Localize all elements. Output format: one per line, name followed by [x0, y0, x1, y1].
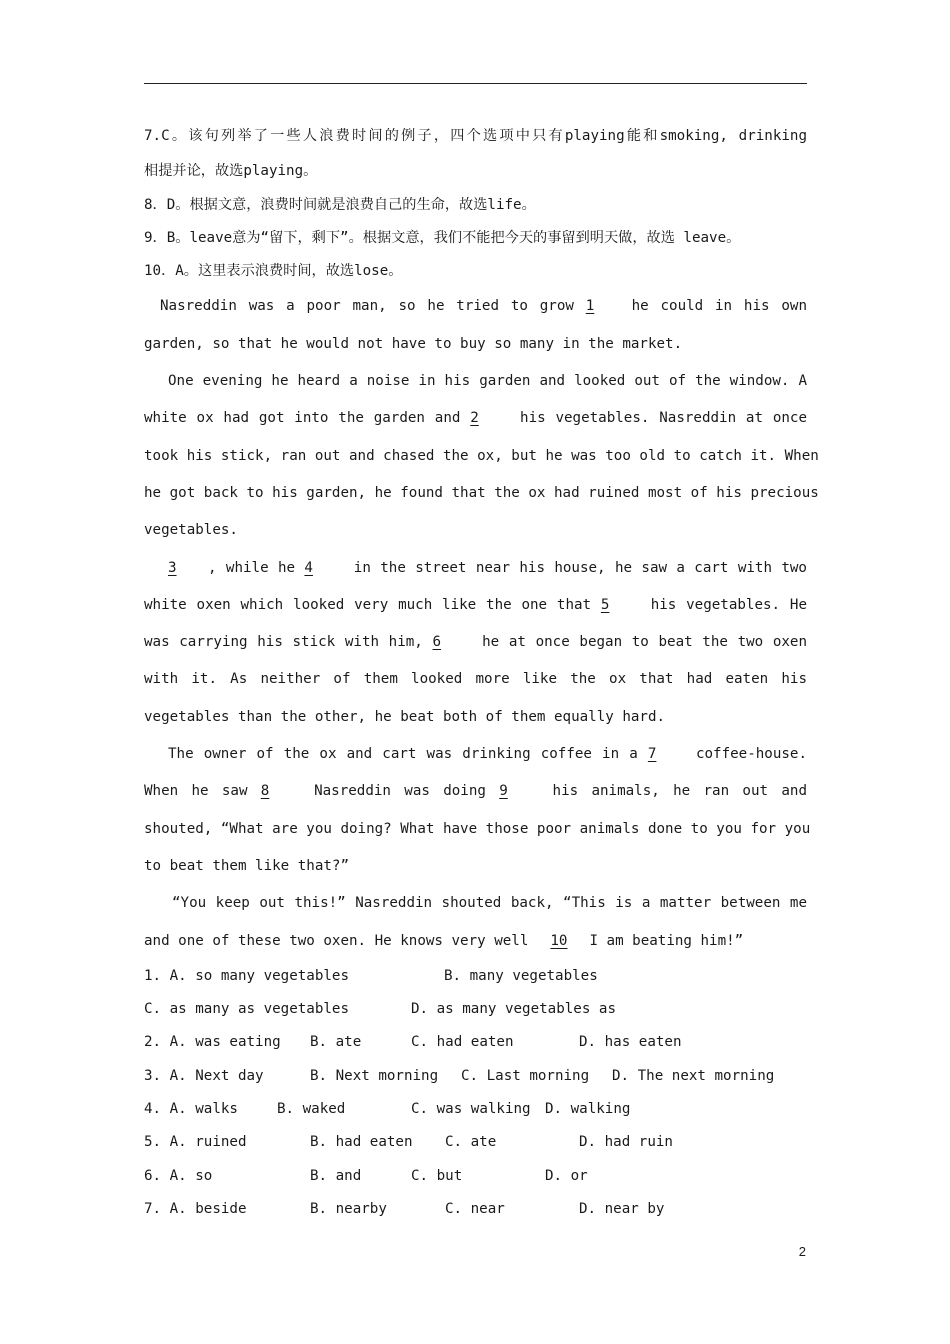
text: and one of these two oxen. He knows very well — [144, 932, 537, 949]
text: I am beating him!” — [580, 932, 744, 949]
passage-p2-line3: took his stick, ran out and chased the ox, but he was too old to catch it. When — [144, 447, 819, 464]
passage-p2-line1: One evening he heard a noise in his garden and looked out of the window. A — [168, 373, 807, 390]
option[interactable]: B. waked — [277, 1101, 346, 1118]
option[interactable]: D. had ruin — [579, 1134, 673, 1151]
blank-9: 9 — [499, 783, 508, 800]
passage-p2-line5: vegetables. — [144, 522, 238, 539]
option[interactable]: 3. A. Next day — [144, 1067, 264, 1084]
header-rule — [144, 83, 807, 84]
blank-10: 10 — [550, 932, 568, 949]
text: When he saw — [144, 783, 261, 800]
blank-6: 6 — [432, 634, 442, 651]
page-number: 2 — [798, 1244, 806, 1259]
text: coffee-house. — [685, 746, 807, 763]
text: his vegetables. Nasreddin at once — [510, 410, 807, 427]
passage-p3-line1 — [144, 550, 807, 587]
explanation-10: 10．A。这里表示浪费时间，故选lose。 — [144, 263, 403, 280]
passage-p3-line2 — [144, 587, 807, 624]
blank-3: 3 — [168, 559, 177, 576]
option[interactable]: C. had eaten — [411, 1034, 514, 1051]
explanation-7-line2: 相提并论，故选playing。 — [144, 163, 318, 180]
blank-1: 1 — [585, 298, 595, 315]
option[interactable]: D. walking — [545, 1101, 631, 1118]
option[interactable]: C. ate — [445, 1134, 497, 1151]
option[interactable]: C. was walking — [411, 1101, 531, 1118]
option[interactable]: 7. A. beside — [144, 1200, 247, 1217]
option[interactable]: D. has eaten — [579, 1034, 682, 1051]
option-row-7 — [144, 1193, 807, 1226]
text: Nasreddin was doing — [300, 783, 500, 800]
option-row-6 — [144, 1160, 807, 1193]
explanation-7-line1: 7.C。该句列举了一些人浪费时间的例子，四个选项中只有playing能和smoking, drinking — [144, 128, 807, 144]
option[interactable]: D. or — [545, 1167, 588, 1184]
option[interactable]: B. ate — [310, 1034, 362, 1051]
text: his animals, he ran out and — [539, 783, 807, 800]
passage-p2-line2 — [144, 400, 807, 437]
option[interactable]: B. had eaten — [310, 1134, 413, 1151]
passage-p4-line1 — [144, 736, 807, 773]
blank-7: 7 — [647, 746, 657, 763]
blank-8: 8 — [260, 783, 270, 800]
option-row-5 — [144, 1126, 807, 1159]
option[interactable]: C. near — [445, 1200, 505, 1217]
option-row-4 — [144, 1093, 807, 1126]
passage-p3-line4: with it. As neither of them looked more like the ox that had eaten his — [144, 671, 807, 688]
passage-p1-line1 — [144, 288, 807, 325]
text: he could in his own — [619, 298, 807, 315]
blank-5: 5 — [600, 596, 610, 613]
passage-p5-line2 — [144, 923, 807, 960]
text: white ox had got into the garden and — [144, 410, 471, 427]
option[interactable]: D. near by — [579, 1200, 665, 1217]
option[interactable]: B. and — [310, 1167, 362, 1184]
option[interactable]: B. nearby — [310, 1200, 387, 1217]
option[interactable]: C. but — [411, 1167, 463, 1184]
passage-p1-line2: garden, so that he would not have to buy so many in the market. — [144, 335, 683, 352]
option[interactable]: 4. A. walks — [144, 1101, 238, 1118]
passage-p4-line3: shouted, “What are you doing? What have those poor animals done to you for you — [144, 820, 811, 837]
text: was carrying his stick with him, — [144, 634, 433, 651]
passage-p5-line1: “You keep out this!” Nasreddin shouted back, “This is a matter between me — [172, 895, 807, 912]
text: he at once began to beat the two oxen — [472, 634, 807, 651]
option[interactable]: C. as many as vegetables — [144, 1001, 349, 1018]
text: his vegetables. He — [640, 596, 807, 613]
passage-p4-line4: to beat them like that?” — [144, 857, 349, 874]
option-row-1b — [144, 993, 807, 1026]
text: The owner of the ox and cart was drinking coffee in a — [168, 746, 648, 763]
passage-p4-line2 — [144, 773, 807, 810]
option-row-2 — [144, 1026, 807, 1059]
text: Nasreddin was a poor man, so he tried to grow — [160, 298, 586, 315]
option-row-3 — [144, 1060, 807, 1093]
option[interactable]: 6. A. so — [144, 1167, 213, 1184]
option[interactable]: B. many vegetables — [444, 967, 598, 984]
blank-2: 2 — [470, 410, 479, 427]
option[interactable]: D. as many vegetables as — [411, 1001, 616, 1018]
text: in the street near his house, he saw a cart with two — [344, 559, 807, 576]
passage-p3-line5: vegetables than the other, he beat both of them equally hard. — [144, 708, 666, 725]
explanation-9: 9．B。leave意为“留下，剩下”。根据文意，我们不能把今天的事留到明天做，故选 leave。 — [144, 229, 741, 246]
option-row-1a — [144, 960, 807, 993]
document-page — [144, 118, 819, 1226]
option[interactable]: B. Next morning — [310, 1067, 439, 1084]
explanation-8: 8．D。根据文意，浪费时间就是浪费自己的生命，故选life。 — [144, 196, 536, 213]
option[interactable]: D. The next morning — [612, 1067, 775, 1084]
option[interactable]: 1. A. so many vegetables — [144, 967, 349, 984]
blank-4: 4 — [304, 559, 313, 576]
passage-p2-line4: he got back to his garden, he found that the ox had ruined most of his precious — [144, 484, 819, 501]
text: , while he — [208, 559, 305, 576]
text: white oxen which looked very much like the one that — [144, 596, 601, 613]
passage-p3-line3 — [144, 624, 807, 661]
option[interactable]: 5. A. ruined — [144, 1134, 247, 1151]
option[interactable]: 2. A. was eating — [144, 1034, 281, 1051]
option[interactable]: C. Last morning — [461, 1067, 590, 1084]
